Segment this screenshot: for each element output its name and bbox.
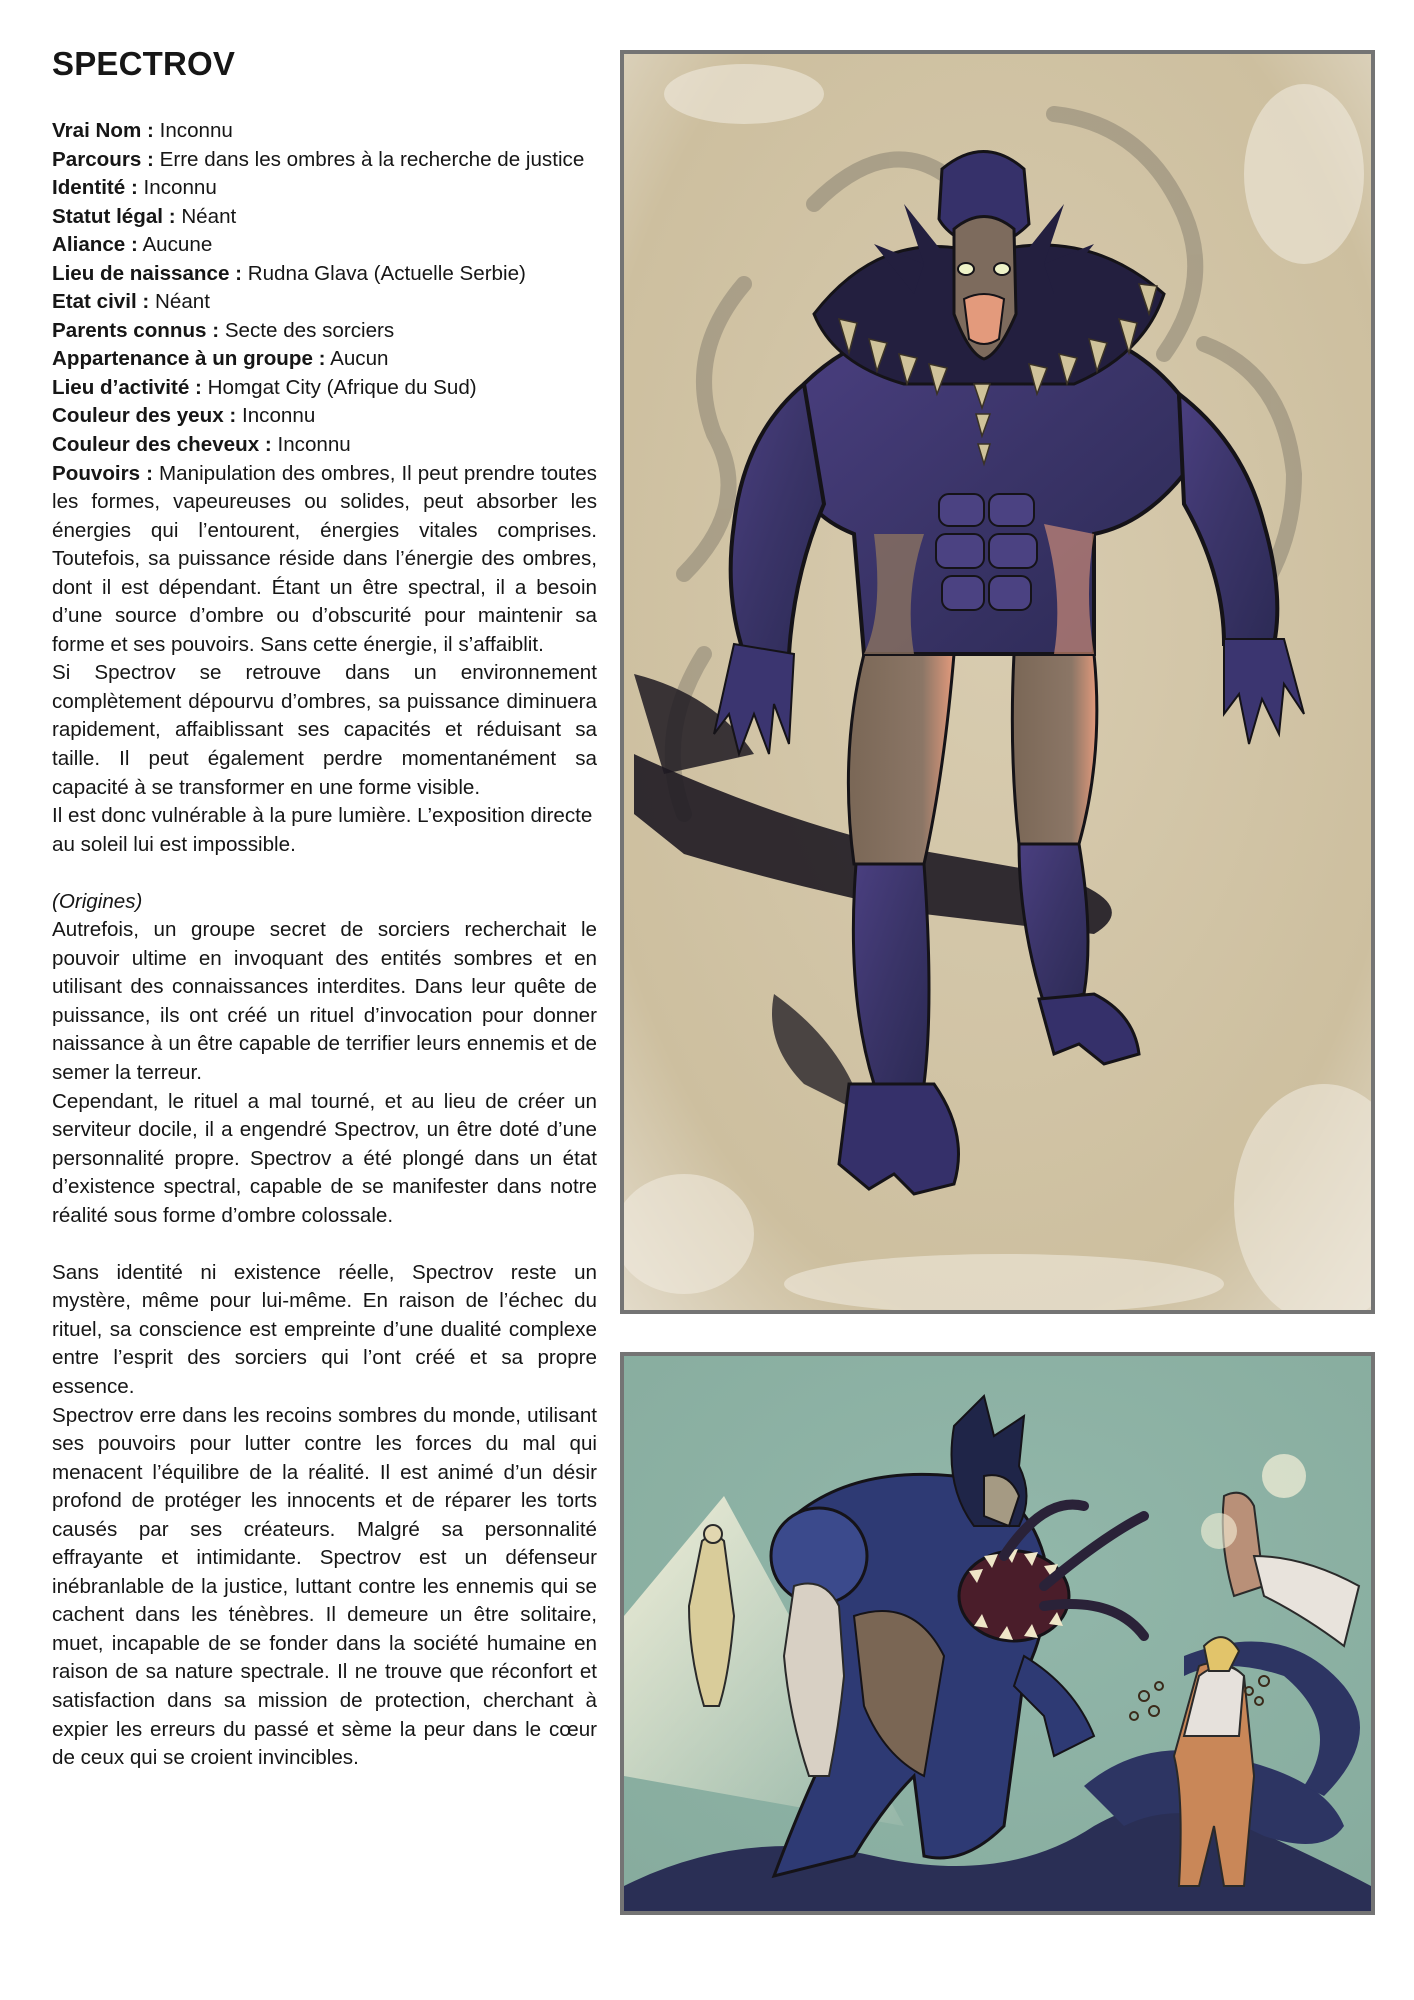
field-label: Etat civil :	[52, 290, 150, 314]
field-aliance	[52, 231, 597, 260]
illustration-spectrov-portrait	[620, 50, 1375, 1314]
field-statut-legal	[52, 203, 597, 232]
field-lieu-naissance	[52, 260, 597, 289]
spectrov-battle-art	[624, 1356, 1371, 1911]
field-label: Lieu d’activité :	[52, 375, 202, 399]
story-paragraph: Spectrov erre dans les recoins sombres du monde, utilisant ses pouvoirs pour lutter contre les forces du mal qui menacent l’équilibre de la réalité. Il est animé d’un désir profond de protéger les innocents et de réparer les torts causés par ses créateurs. Malgré sa personnalité effrayante et intimidante. Spectrov est un défenseur inébranlable de la justice, luttant contre les ennemis qui se cachent dans les ténèbres. Il demeure un être solitaire, muet, incapable de se fonder dans la société humaine en raison de sa nature spectrale. Il ne trouve que réconfort et satisfaction dans sa mission de protection, cherchant à expier les erreurs du passé et sème la peur dans le cœur de ceux qui se croient invincibles.	[52, 1403, 597, 1770]
field-lieu-activite	[52, 374, 597, 403]
field-value: Rudna Glava (Actuelle Serbie)	[247, 261, 526, 285]
field-label: Statut légal :	[52, 204, 176, 228]
powers-paragraph: Si Spectrov se retrouve dans un environnement complètement dépourvu d’ombres, sa puissance diminuera rapidement, affaiblissant ses capacités et réduisant sa taille. Il peut également perdre momentanément sa capacité à se transformer en une forme visible.	[52, 661, 597, 799]
field-label: Couleur des cheveux :	[52, 433, 272, 457]
field-vrai-nom	[52, 117, 597, 146]
origins-paragraph: Cependant, le rituel a mal tourné, et au lieu de créer un serviteur docile, il a engendré Spectrov, un être doté d’une personnalité propre. Spectrov a été plongé dans un état d’existence spectral, capable de se manifester dans notre réalité sous forme d’ombre colossale.	[52, 1089, 597, 1227]
field-value: Néant	[181, 204, 237, 228]
field-parcours	[52, 146, 597, 175]
field-value: Inconnu	[277, 433, 351, 457]
powers-paragraph	[52, 460, 597, 660]
field-label: Aliance :	[52, 233, 138, 257]
field-identite	[52, 174, 597, 203]
field-value: Inconnu	[159, 119, 233, 142]
page-title: SPECTROV	[52, 45, 236, 82]
powers-label: Pouvoirs :	[52, 461, 153, 485]
field-couleur-yeux	[52, 402, 597, 431]
spacer	[52, 1230, 597, 1259]
field-label: Identité :	[52, 176, 138, 200]
story-section	[52, 1259, 597, 1773]
field-etat-civil	[52, 288, 597, 317]
field-value: Homgat City (Afrique du Sud)	[207, 375, 477, 399]
powers-section	[52, 460, 597, 860]
identity-sheet	[52, 117, 597, 460]
field-label: Appartenance à un groupe :	[52, 347, 326, 371]
field-value: Erre dans les ombres à la recherche de justice	[159, 147, 585, 171]
field-value: Aucune	[142, 233, 213, 257]
origins-heading: (Origines)	[52, 889, 143, 913]
field-value: Inconnu	[241, 404, 316, 428]
origins-section	[52, 888, 597, 1231]
field-value: Inconnu	[143, 176, 217, 200]
story-paragraph: Sans identité ni existence réelle, Spectrov reste un mystère, même pour lui-même. En raison de l’échec du rituel, sa conscience est empreinte d’une dualité complexe entre l’esprit des sorciers qui l’ont créé et sa propre essence.	[52, 1260, 597, 1398]
field-label: Vrai Nom :	[52, 119, 154, 142]
origins-paragraph: Autrefois, un groupe secret de sorciers recherchait le pouvoir ultime en invoquant des entités sombres et en utilisant des connaissances interdites. Dans leur quête de puissance, ils ont créé un rituel d’invocation pour donner naissance à un être capable de terrifier leurs ennemis et de semer la terreur.	[52, 918, 597, 1084]
spacer	[52, 859, 597, 888]
text-column	[52, 117, 597, 1773]
field-appartenance-groupe	[52, 345, 597, 374]
field-value: Secte des sorciers	[224, 318, 395, 342]
field-label: Parents connus :	[52, 318, 220, 342]
field-label: Couleur des yeux :	[52, 404, 237, 428]
field-couleur-cheveux	[52, 431, 597, 460]
illustration-spectrov-battle	[620, 1352, 1375, 1915]
powers-paragraph: Il est donc vulnérable à la pure lumière. L’exposition directe au soleil lui est impossible.	[52, 804, 593, 856]
spectrov-portrait-art	[624, 54, 1371, 1310]
field-value: Aucun	[330, 347, 389, 371]
powers-text: Manipulation des ombres, Il peut prendre toutes les formes, vapeureuses ou solides, peut absorber les énergies qui l’entourent, énergies vitales comprises. Toutefois, sa puissance réside dans l’énergie des ombres, dont il est dépendant. Étant un être spectral, il a besoin d’une source d’ombre ou d’obscurité pour maintenir sa forme et ses pouvoirs. Sans cette énergie, il s’affaiblit.	[52, 461, 597, 656]
field-label: Parcours :	[52, 147, 154, 171]
field-parents-connus	[52, 317, 597, 346]
field-label: Lieu de naissance :	[52, 261, 242, 285]
field-value: Néant	[155, 290, 210, 314]
